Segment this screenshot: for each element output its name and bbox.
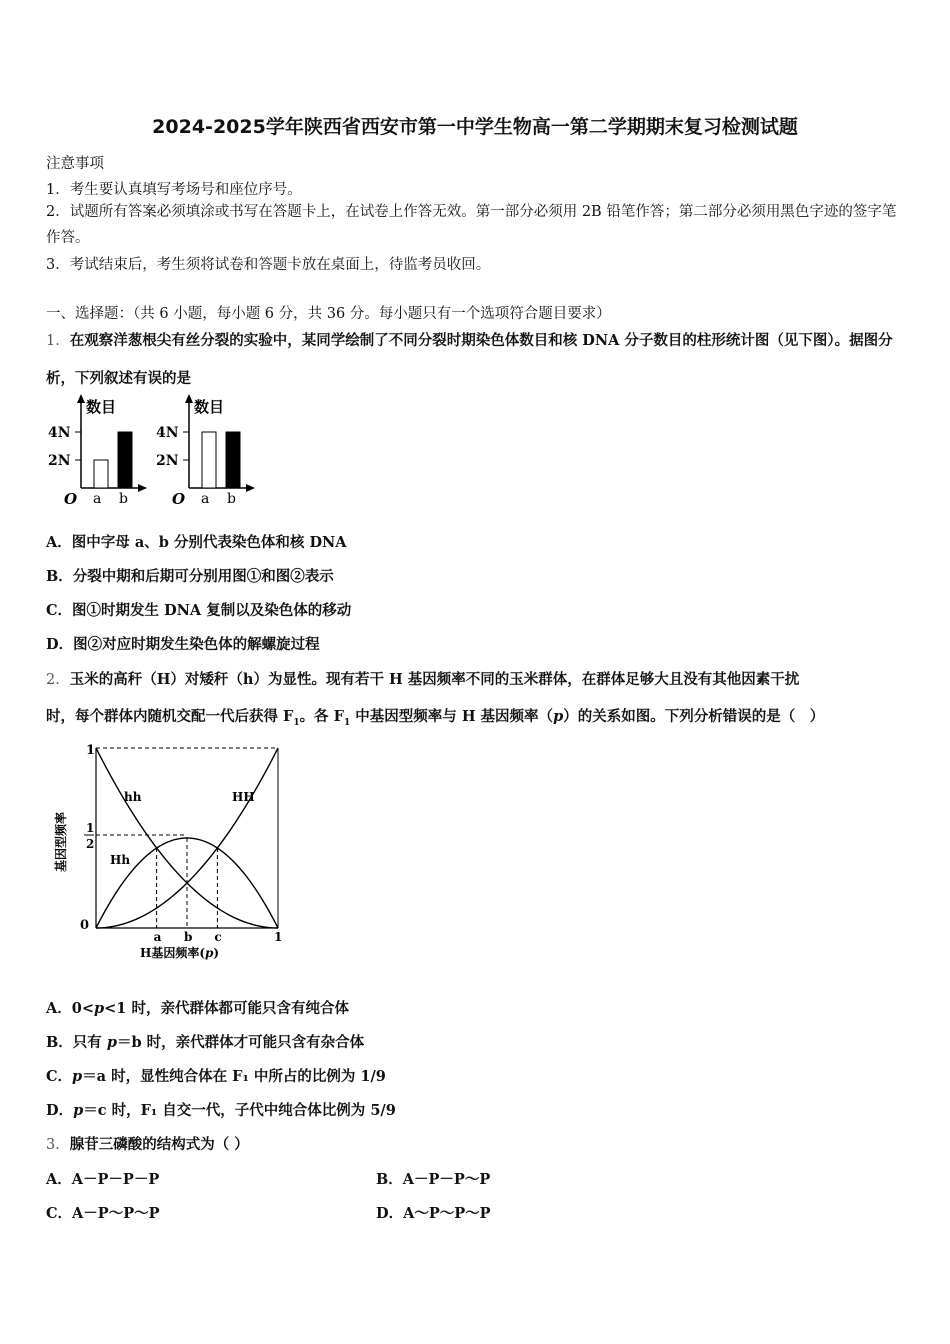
notice-heading: 注意事项 <box>46 156 104 172</box>
q1-bar-charts <box>46 390 276 510</box>
q1-c1-tick-2n: 2N <box>48 453 71 469</box>
q3-text: 腺苷三磷酸的结构式为（ ） <box>69 1136 249 1153</box>
q1-c1-cat-b: b <box>119 491 128 507</box>
q3-option-a-text: A－P－P－P <box>71 1171 160 1188</box>
q2-x-axis-label <box>140 945 219 960</box>
q2-x-c: c <box>214 930 222 944</box>
q1-option-a-letter: A． <box>46 534 72 551</box>
q2-option-d-p: p <box>73 1102 84 1119</box>
q2-stem-sub-1: 1 <box>293 717 300 728</box>
q2-option-a-letter: A． <box>46 1000 72 1017</box>
q2-option-c-text: ＝a 时，显性纯合体在 F₁ 中所占的比例为 1/9 <box>82 1068 386 1085</box>
q2-y-axis-label: 基因型频率 <box>54 811 68 872</box>
q1-option-c-text: 图①时期发生 DNA 复制以及染色体的移动 <box>72 602 352 619</box>
notice-item-1: 1．考生要认真填写考场号和座位序号。 <box>46 182 302 198</box>
q3-option-d[interactable] <box>376 1202 491 1223</box>
q1-c2-bar-a <box>202 432 216 488</box>
q2-option-b-letter: B． <box>46 1034 73 1051</box>
q3-option-c-letter: C． <box>46 1205 73 1222</box>
q1-c2-cat-a: a <box>201 491 210 507</box>
q2-option-b-text: ＝b 时，亲代群体才可能只含有杂合体 <box>116 1034 365 1051</box>
q3-option-d-text: A～P～P～P <box>403 1205 491 1222</box>
q2-x-axis-label-p: p <box>205 946 214 960</box>
q2-option-c[interactable] <box>46 1065 386 1086</box>
q3-option-b-text: A－P－P～P <box>402 1171 491 1188</box>
q2-x-1: 1 <box>274 930 283 944</box>
q2-y-half-num: 1 <box>86 821 95 835</box>
q2-label-hh: hh <box>124 790 142 804</box>
q2-option-a-p: p <box>94 1000 105 1017</box>
q2-option-a-text: <1 时，亲代群体都可能只含有纯合体 <box>104 1000 349 1017</box>
q2-stem-2d: ）的关系如图。下列分析错误的是（ ） <box>563 708 825 725</box>
q2-stem-sub-2: 1 <box>343 717 351 728</box>
notice-item-3: 3．考试结束后，考生须将试卷和答题卡放在桌面上，待监考员收回。 <box>46 257 491 273</box>
q3-option-d-letter: D． <box>376 1205 404 1222</box>
q2-origin: 0 <box>80 918 90 933</box>
q1-option-d-letter: D． <box>46 636 74 653</box>
q1-c2-bar-b <box>226 432 240 488</box>
q2-stem-line-1 <box>46 668 799 689</box>
q2-stem-2c: 中基因型频率与 H 基因频率（ <box>350 708 554 725</box>
q2-option-a[interactable] <box>46 997 349 1018</box>
q2-option-b-p: p <box>106 1034 117 1051</box>
q1-c1-ylabel: 数目 <box>86 398 117 416</box>
q1-chart-2 <box>156 394 255 508</box>
q3-option-c[interactable] <box>46 1202 160 1223</box>
q2-x-b: b <box>184 930 193 944</box>
q2-x-a: a <box>153 930 162 944</box>
q1-c2-origin: O <box>172 490 186 508</box>
q1-c1-cat-a: a <box>93 491 102 507</box>
q3-option-c-text: A－P～P～P <box>72 1205 160 1222</box>
q2-option-c-p: p <box>72 1068 83 1085</box>
q3-option-b-letter: B． <box>376 1171 403 1188</box>
q1-number: 1． <box>46 333 70 349</box>
q2-stem-line-2 <box>46 705 824 728</box>
q1-c1-origin: O <box>64 490 78 508</box>
q3-number: 3． <box>46 1137 70 1153</box>
q2-number: 2． <box>46 672 70 688</box>
q1-option-a[interactable] <box>46 531 347 552</box>
q1-stem <box>46 322 904 398</box>
q2-y-half-den: 2 <box>86 837 95 851</box>
q2-option-d[interactable] <box>46 1099 396 1120</box>
q2-stem-p: p <box>553 708 564 725</box>
q1-option-b-text: 分裂中期和后期可分别用图①和图②表示 <box>72 568 334 585</box>
q2-stem-1: 玉米的高秆（H）对矮秆（h）为显性。现有若干 H 基因频率不同的玉米群体，在群体足够大且没有其他因素干扰 <box>69 671 800 688</box>
q2-stem-2a: 时，每个群体内随机交配一代后获得 F <box>46 708 294 725</box>
q2-option-b-pre: 只有 <box>72 1034 107 1051</box>
q1-c2-tick-2n: 2N <box>156 453 179 469</box>
q2-y-1: 1 <box>86 743 96 758</box>
q1-c1-bar-a <box>94 460 108 488</box>
q2-x-axis-label-end: ) <box>213 946 220 960</box>
q1-c1-tick-4n: 4N <box>48 425 71 441</box>
q2-label-HH: HH <box>232 790 255 804</box>
q3-stem <box>46 1133 249 1154</box>
q1-option-c-letter: C． <box>46 602 73 619</box>
q2-label-Hh: Hh <box>110 853 131 867</box>
q1-chart-1 <box>48 394 147 508</box>
q1-c2-cat-b: b <box>227 491 236 507</box>
q2-option-c-letter: C． <box>46 1068 73 1085</box>
q1-option-d-text: 图②对应时期发生染色体的解螺旋过程 <box>73 636 320 653</box>
q2-stem-2b: 。各 F <box>299 708 344 725</box>
q2-genotype-chart <box>46 738 296 970</box>
q1-option-c[interactable] <box>46 599 351 620</box>
q1-option-b[interactable] <box>46 565 334 586</box>
q1-c1-bar-b <box>118 432 132 488</box>
q1-c2-tick-4n: 4N <box>156 425 179 441</box>
q1-text: 在观察洋葱根尖有丝分裂的实验中，某同学绘制了不同分裂时期染色体数目和核 DNA 分子数目的柱形统计图（见下图）。据图分析，下列叙述有误的是 <box>46 332 893 387</box>
q1-option-a-text: 图中字母 a、b 分别代表染色体和核 DNA <box>71 534 347 551</box>
q1-option-b-letter: B． <box>46 568 73 585</box>
q2-x-axis-label-text: H基因频率( <box>140 946 206 960</box>
page-title: 2024-2025学年陕西省西安市第一中学生物高一第二学期期末复习检测试题 <box>152 116 798 138</box>
q2-option-b[interactable] <box>46 1031 364 1052</box>
q3-option-a[interactable] <box>46 1168 159 1189</box>
q3-option-b[interactable] <box>376 1168 490 1189</box>
q1-c2-ylabel: 数目 <box>194 398 225 416</box>
notice-item-2: 2．试题所有答案必须填涂或书写在答题卡上，在试卷上作答无效。第一部分必须用 2B 铅笔作答；第二部分必须用黑色字迹的签字笔作答。 <box>46 204 897 246</box>
q2-option-a-pre: 0< <box>71 1000 95 1017</box>
section-heading: 一、选择题：（共 6 小题，每小题 6 分，共 36 分。每小题只有一个选项符合题目要求） <box>46 306 611 322</box>
q1-option-d[interactable] <box>46 633 320 654</box>
q3-option-a-letter: A． <box>46 1171 72 1188</box>
q2-option-d-text: ＝c 时，F₁ 自交一代，子代中纯合体比例为 5/9 <box>83 1102 396 1119</box>
q2-option-d-letter: D． <box>46 1102 74 1119</box>
